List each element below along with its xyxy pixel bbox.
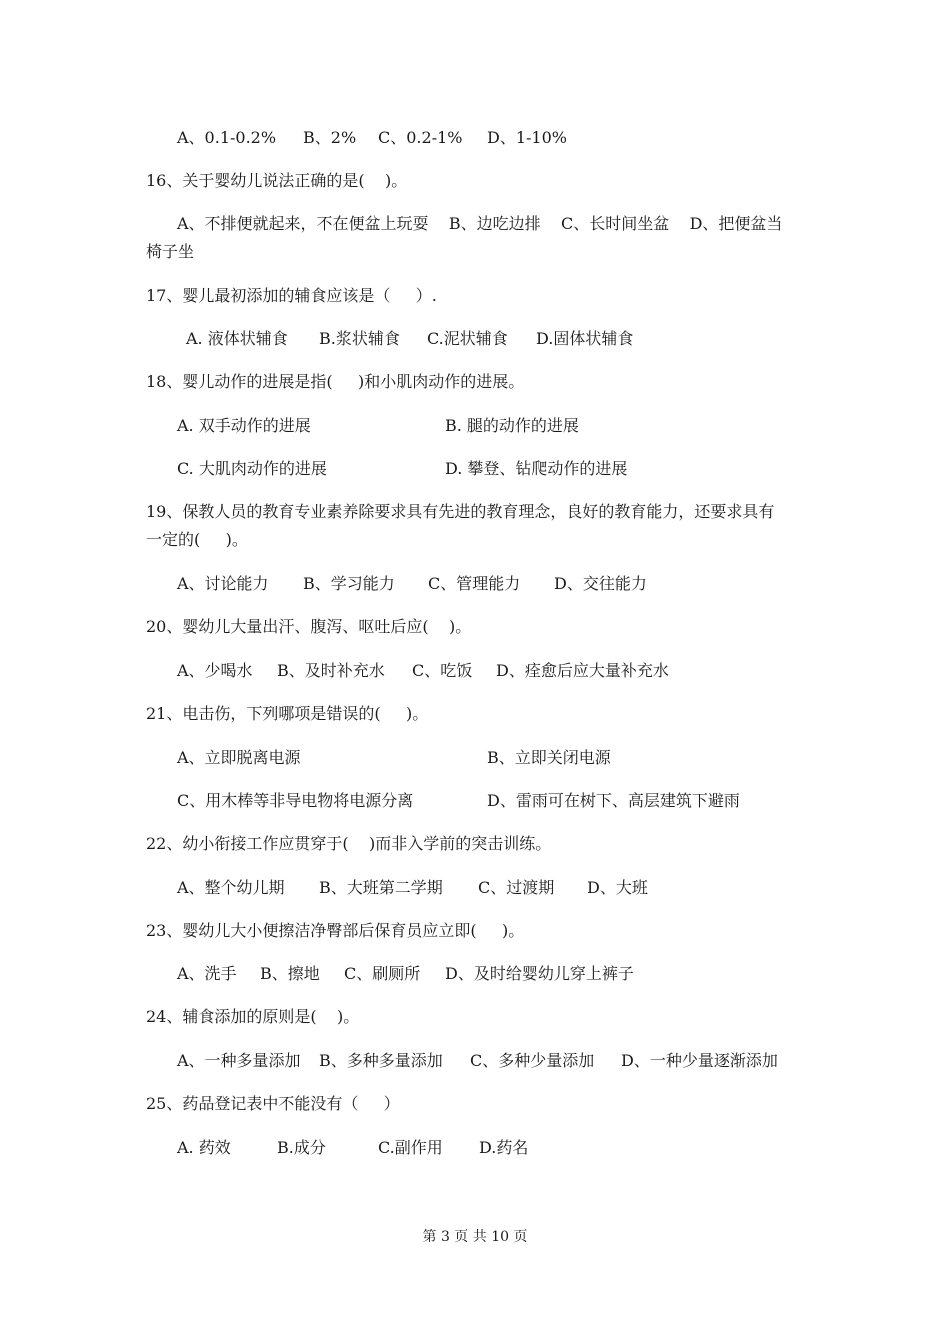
q24-option-a: A、一种多量添加 (177, 1051, 301, 1070)
q24-option-b: B、多种多量添加 (319, 1051, 443, 1070)
q21-option-d: D、雷雨可在树下、高层建筑下避雨 (487, 791, 740, 810)
q17-stem: 17、婴儿最初添加的辅食应该是（ ）. (146, 286, 437, 305)
q18-option-b: B. 腿的动作的进展 (445, 416, 579, 435)
q23-stem: 23、婴幼儿大小便擦洁净臀部后保育员应立即( )。 (146, 921, 525, 940)
q20-option-b: B、及时补充水 (277, 661, 385, 680)
q17-option-b: B.浆状辅食 (319, 329, 400, 348)
q18-option-c: C. 大肌肉动作的进展 (177, 459, 327, 478)
q20-option-c: C、吃饭 (412, 661, 473, 680)
q21-stem: 21、电击伤，下列哪项是错误的( )。 (146, 704, 429, 723)
q19-stem-line1: 19、保教人员的教育专业素养除要求具有先进的教育理念，良好的教育能力，还要求具有 (146, 502, 775, 521)
q15-option-d: D、1-10% (487, 128, 567, 147)
q18-option-a: A. 双手动作的进展 (177, 416, 311, 435)
q25-option-d: D.药名 (479, 1138, 529, 1157)
q20-stem: 20、婴幼儿大量出汗、腹泻、呕吐后应( )。 (146, 617, 472, 636)
q23-option-b: B、擦地 (260, 964, 320, 983)
q21-option-b: B、立即关闭电源 (487, 748, 611, 767)
q19-option-c: C、管理能力 (428, 574, 521, 593)
q19-option-b: B、学习能力 (303, 574, 395, 593)
q18-stem: 18、婴儿动作的进展是指( )和小肌肉动作的进展。 (146, 372, 525, 391)
q17-option-d: D.固体状辅食 (536, 329, 634, 348)
q23-option-c: C、刷厕所 (344, 964, 421, 983)
q15-option-b: B、2% (303, 128, 357, 147)
q23-option-a: A、洗手 (177, 964, 237, 983)
q20-option-a: A、少喝水 (177, 661, 253, 680)
q24-stem: 24、辅食添加的原则是( )。 (146, 1007, 360, 1026)
q16-stem: 16、关于婴幼儿说法正确的是( )。 (146, 171, 408, 190)
q22-option-d: D、大班 (587, 878, 648, 897)
q16-options-line1: A、不排便就起来，不在便盆上玩耍 B、边吃边排 C、长时间坐盆 D、把便盆当 (177, 214, 783, 233)
q22-option-b: B、大班第二学期 (319, 878, 443, 897)
q15-option-c: C、0.2-1% (378, 128, 463, 147)
q17-option-c: C.泥状辅食 (427, 329, 508, 348)
q25-option-b: B.成分 (277, 1138, 326, 1157)
q22-option-a: A、整个幼儿期 (177, 878, 285, 897)
q23-option-d: D、及时给婴幼儿穿上裤子 (445, 964, 634, 983)
q19-stem-line2: 一定的( )。 (146, 530, 248, 549)
q16-options-line2: 椅子坐 (146, 242, 195, 261)
q22-option-c: C、过渡期 (478, 878, 555, 897)
q22-stem: 22、幼小衔接工作应贯穿于( )而非入学前的突击训练。 (146, 834, 552, 853)
q17-option-a: A. 液体状辅食 (186, 329, 288, 348)
q24-option-d: D、一种少量逐渐添加 (621, 1051, 778, 1070)
q15-option-a: A、0.1-0.2% (177, 128, 277, 147)
page-number-footer: 第 3 页 共 10 页 (422, 1229, 528, 1245)
q19-option-d: D、交往能力 (554, 574, 647, 593)
q21-option-a: A、立即脱离电源 (177, 748, 301, 767)
q24-option-c: C、多种少量添加 (470, 1051, 595, 1070)
q25-stem: 25、药品登记表中不能没有（ ） (146, 1094, 400, 1113)
q21-option-c: C、用木棒等非导电物将电源分离 (177, 791, 414, 810)
q25-option-a: A. 药效 (177, 1138, 231, 1157)
q25-option-c: C.副作用 (378, 1138, 443, 1157)
q18-option-d: D. 攀登、钻爬动作的进展 (445, 459, 628, 478)
q19-option-a: A、讨论能力 (177, 574, 269, 593)
q20-option-d: D、痊愈后应大量补充水 (496, 661, 669, 680)
